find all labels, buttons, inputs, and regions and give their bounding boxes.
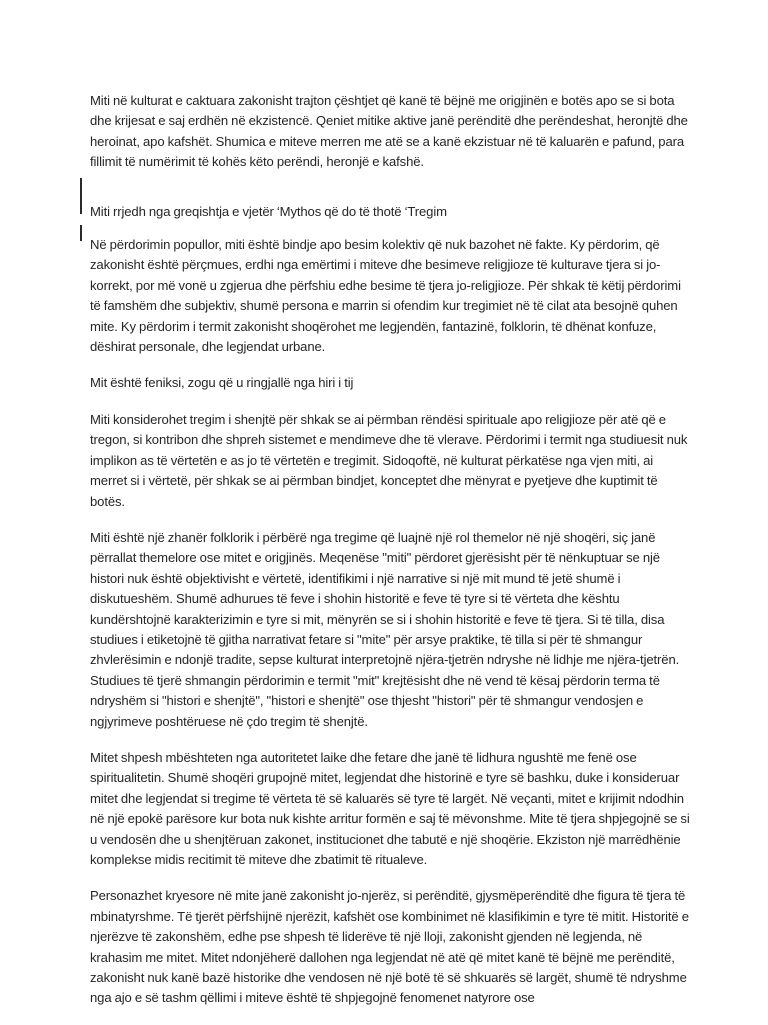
text-cursor-mark bbox=[80, 178, 82, 214]
paragraph: Personazhet kryesore në mite janë zakonisht jo-njerëz, si perënditë, gjysmëperënditë dhe figura të tjera të mbinatyrshme. Të tjerët përfshijnë njerëzit, kafshët ose kombinimet në klasifikimin e tyre të mitit. Historitë e njerëzve të zakonshëm, edhe pse shpesh të liderëve të një lloji, zakonisht gjenden në legjenda, në krahasim me mitet. Mitet ndonjëherë dallohen nga legjendat në atë që mitet kanë të bëjnë me perënditë, zakonisht nuk kanë bazë historike dhe vendosen në një botë të së shkuarës së largët, shumë të ndryshme nga ajo e së tashm qëllimi i miteve është të shpjegojnë fenomenet natyrore ose bbox=[90, 888, 689, 1006]
paragraph: Miti rrjedh nga greqishtja e vjetër ‘Mythos që do të thotë ‘Tregim bbox=[90, 203, 447, 219]
paragraph: Në përdorimin popullor, miti është bindje apo besim kolektiv që nuk bazohet në fakte. Ky përdorim, që zakonisht është përçmues, erdhi nga emërtimi i miteve dhe besimeve religjioze të kulturave tjera si jo-korrekt, por më vonë u zgjerua dhe përfshiu edhe besime të tjera jo-religjioze. Për shkak të këtij përdorimi të famshëm dhe subjektiv, shumë persona e marrin si ofendim kur tregimiet në të cilat ata besojnë quhen mite. Ky përdorim i termit zakonisht shoqërohet me legjendën, fantazinë, folklorin, të dhënat konfuze, dëshirat personale, dhe legjendat urbane. bbox=[90, 237, 681, 355]
paragraph: Miti është një zhanër folklorik i përbërë nga tregime që luajnë një rol themelor në një shoqëri, siç janë përrallat themelore ose mitet e origjinës. Meqenëse "miti" përdoret gjerësisht për të nënkuptuar se një histori nuk është objektivisht e vërtetë, identifikimi i një narrative si një mit mund të jetë shumë i diskutueshëm. Shumë adhurues të feve i shohin historitë e feve të tyre si të vërteta dhe kështu kundërshtojnë karakterizimin e tyre si mit, mënyrën se si i shohin historitë e feve të tjera. Si të tilla, disa studiues i etiketojnë të gjitha narrativat fetare si "mite" për arsye praktike, të tilla si për të shmangur zhvlerësimin e ndonjë tradite, sepse kulturat interpretojnë njëra-tjetrën ndryshe në lidhje me njëra-tjetrën. Studiues të tjerë shmangin përdorimin e termit "mit" krejtësisht dhe në vend të kësaj përdorin terma të ndryshëm si "histori e shenjtë", "histori e shenjtë" ose thjesht "histori" për të shmangur vendosjen e ngjyrimeve poshtëruese në çdo tregim të shenjtë. bbox=[90, 529, 680, 729]
document-body bbox=[90, 91, 690, 1025]
paragraph: Miti konsiderohet tregim i shenjtë për shkak se ai përmban rëndësi spirituale apo religjioze për atë që e tregon, si kontribon dhe shpreh sistemet e mendimeve dhe të vlerave. Përdorimi i termit nga studiuesit nuk implikon as të vërtetën e as jo të vërtetën e tregimit. Sidoqoftë, në kulturat përkatëse nga vjen miti, ai merret si i vërtetë, për shkak se ai përmban bindjet, konceptet dhe mënyrat e pyetjeve dhe kuptimit të botës. bbox=[90, 411, 688, 509]
paragraph: Mitet shpesh mbështeten nga autoritetet laike dhe fetare dhe janë të lidhura ngushtë me fenë ose spiritualitetin. Shumë shoqëri grupojnë mitet, legjendat dhe historinë e tyre së bashku, duke i konsideruar mitet dhe legjendat si tregime të vërteta të së kaluarës së tyre të largët. Në veçanti, mitet e krijimit ndodhin në një epokë parësore kur bota nuk kishte arritur formën e saj të mëvonshme. Mite të tjera shpjegojnë se si u vendosën dhe u shenjtëruan zakonet, institucionet dhe tabutë e një shoqërie. Ekziston një marrëdhënie komplekse midis recitimit të miteve dhe zbatimit të ritualeve. bbox=[90, 749, 690, 867]
paragraph: Miti në kulturat e caktuara zakonisht trajton çështjet që kanë të bëjnë me origjinën e botës apo se si bota dhe krijesat e saj erdhën në ekzistencë. Qeniet mitike aktive janë perënditë dhe perëndeshat, heronjtë dhe heroinat, apo kafshët. Shumica e miteve merren me atë se a kanë ekzistuar në të kaluarën e pafund, para fillimit të numërimit të kohës këto perëndi, heronjë e kafshë. bbox=[90, 93, 688, 170]
text-cursor-mark bbox=[80, 225, 82, 241]
paragraph: Mit është feniksi, zogu që u ringjallë nga hiri i tij bbox=[90, 375, 354, 391]
